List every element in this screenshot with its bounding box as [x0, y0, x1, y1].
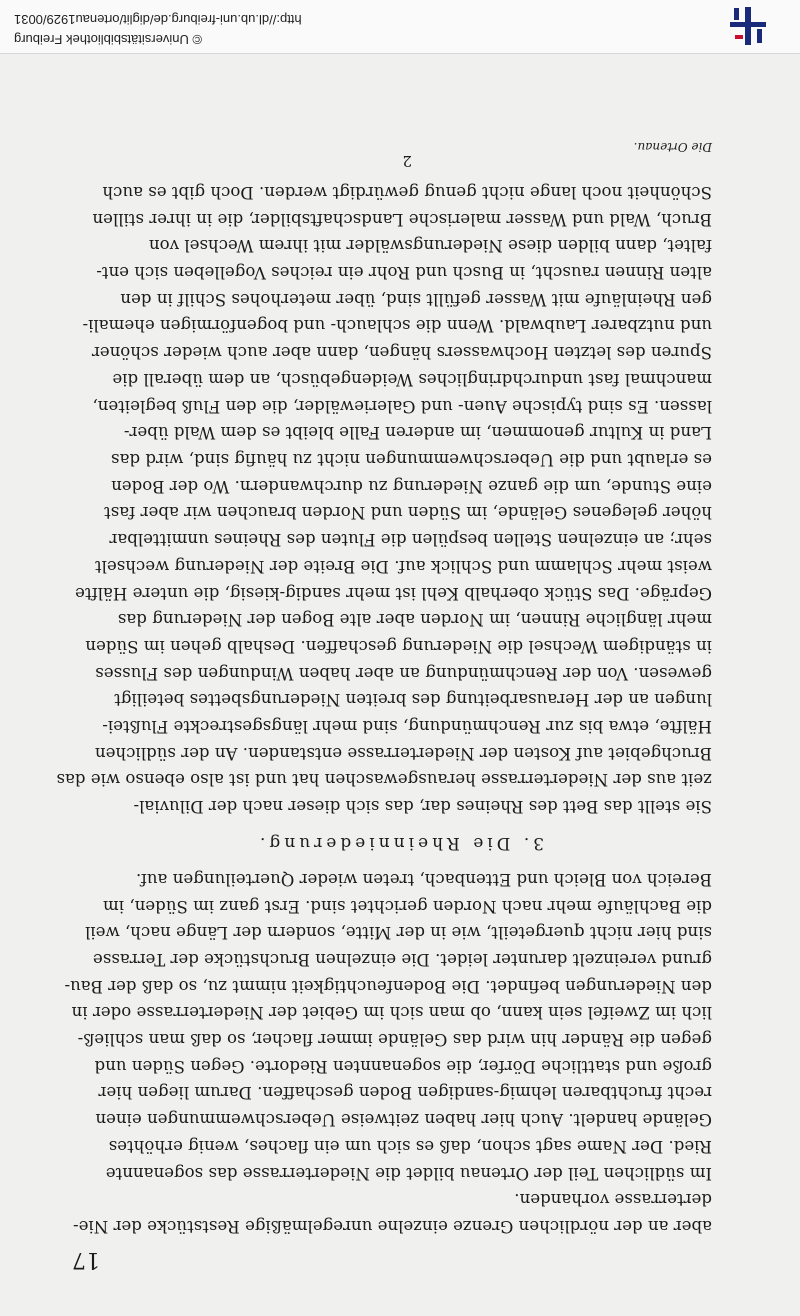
- text-line: sehr; an einzelnen Stellen bespülen die Fluten des Rheines unmittelbar: [109, 530, 712, 550]
- text-line: Gelände handelt. Auch hier haben zeitweise Ueberschwemmungen einen: [95, 1110, 712, 1130]
- text-line: derterrasse vorhanden.: [514, 1190, 712, 1210]
- text-line: lich im Zweifel sein kann, ob man sich im Gebiet der Niederterrasse oder in: [71, 1003, 712, 1023]
- text-line: alten Rinnen rauscht, in Busch und Rohr ein reiches Vogelleben sich ent-: [96, 263, 712, 283]
- text-line: Im südlichen Teil der Ortenau bildet die Niederterrasse das sogenannte: [105, 1163, 712, 1183]
- paragraph-ried: [64, 865, 712, 1185]
- text-line: höher gelegenes Gelände, im Süden und Norden brauchen wir aber fast: [104, 503, 712, 523]
- signature-row: [88, 116, 712, 170]
- text-line: Bruchgebiet auf Kosten der Niederterrasse entstanden. An der südlichen: [94, 743, 712, 763]
- text-line: manchmal fast undurchdringliches Weidengebüsch, an dem überall die: [112, 369, 712, 389]
- copyright-text: © Universitätsbibliothek Freiburg: [14, 32, 203, 47]
- text-line: in ständigem Wechsel die Niederung geschaffen. Deshalb gehen im Süden: [85, 636, 712, 656]
- text-line: die Bachläufe mehr nach Norden gerichtet sind. Erst ganz im Süden, im: [103, 896, 712, 916]
- text-line: Bereich von Bleich und Ettenbach, treten wieder Querteilungen auf.: [136, 869, 712, 889]
- university-library-logo-icon: [726, 5, 770, 47]
- text-line: und nutzbarer Laubwald. Wenn die schlauch- und bogenförmigen ehemali-: [82, 316, 712, 336]
- text-line: Land in Kultur genommen, im anderen Falle bleibt es dem Wald über-: [123, 423, 712, 443]
- text-line: sind hier nicht quergeteilt, wie in der Mitte, sondern der Länge nach, weil: [85, 923, 712, 943]
- text-line: mehr längliche Rinnen, im Norden aber alte Bogen der Niederung das: [117, 610, 712, 630]
- source-url: http://dl.ub.uni-freiburg.de/diglit/ortenau1929/0031: [14, 12, 302, 27]
- section-heading: 3. Die Rheinniederung.: [255, 833, 545, 854]
- text-line: grund vereinzelt darunter leidet. Die einzelnen Bruchstücke der Terrasse: [92, 949, 712, 969]
- paragraph-rheinniederung: [56, 178, 712, 819]
- text-line: recht fruchtbaren lehmig-sandigen Boden geschaffen. Darum liegen hier: [98, 1083, 712, 1103]
- text-line: aber an der nördlichen Grenze einzelne unregelmäßige Reststücke der Nie-: [73, 1217, 712, 1236]
- text-line: große und stattliche Dörfer, die sogenannten Riedorte. Gegen Süden und: [94, 1056, 712, 1076]
- text-line: faltet, dann bilden diese Niederungswälder mit ihrem Wechsel von: [148, 236, 712, 256]
- text-line: lassen. Es sind typische Auen- und Galeriewälder, die den Fluß begleiten,: [92, 396, 712, 416]
- text-line: Spuren des letzten Hochwassers hängen, dann aber auch wieder schöner: [91, 343, 712, 363]
- text-line: es erlaubt und die Ueberschwemmungen nicht zu häufig sind, wird das: [111, 450, 712, 470]
- text-line: Bruch, Wald und Wasser malerische Landschaftsbilder, die in ihrer stillen: [92, 209, 712, 229]
- text-line: lungen an der Herausarbeitung des breiten Niederungsbettes beteiligt: [114, 690, 712, 710]
- page-number: 17: [72, 1247, 100, 1272]
- signature-number: 2: [402, 152, 412, 171]
- text-line: gen Rheinläufe mit Wasser gefüllt sind, über meterhohes Schilf in den: [120, 289, 712, 309]
- text-line: Schönheit noch lange nicht genug gewürdigt werden. Doch gibt es auch: [102, 182, 712, 202]
- signature-text: Die Ortenau.: [633, 140, 712, 155]
- page-scan: [0, 54, 800, 1316]
- text-line: zeit aus der Niederterrasse herausgewaschen hat und ist also ebenso wie das: [56, 770, 712, 790]
- intro-paragraph: [73, 1186, 712, 1239]
- text-line: den Niederungen befindet. Die Bodenfeuchtigkeit nimmt zu, so daß der Bau-: [64, 976, 712, 996]
- text-line: Sie stellt das Bett des Rheines dar, das sich dieser nach der Diluvial-: [133, 797, 712, 817]
- library-footer: [0, 0, 800, 54]
- text-line: Ried. Der Name sagt schon, daß es sich um ein flaches, wenig erhöhtes: [108, 1136, 712, 1156]
- text-line: gegen die Ränder hin wird das Gelände immer flacher, so daß man schließ-: [77, 1030, 712, 1050]
- text-block: [56, 116, 712, 1272]
- text-line: Hälfte, etwa bis zur Renchmündung, sind mehr längsgestreckte Flußtei-: [102, 717, 712, 737]
- text-line: gewesen. Von der Renchmündung an aber haben Windungen des Flusses: [95, 663, 712, 683]
- text-line: weist mehr Schlamm und Schlick auf. Die Breite der Niederung wechselt: [94, 556, 712, 576]
- text-line: Gepräge. Das Stück oberhalb Kehl ist mehr sandig-kiesig, die untere Hälfte: [75, 583, 712, 603]
- text-line: eine Stunde, um die ganze Niederung zu durchwandern. Wo der Boden: [111, 476, 712, 496]
